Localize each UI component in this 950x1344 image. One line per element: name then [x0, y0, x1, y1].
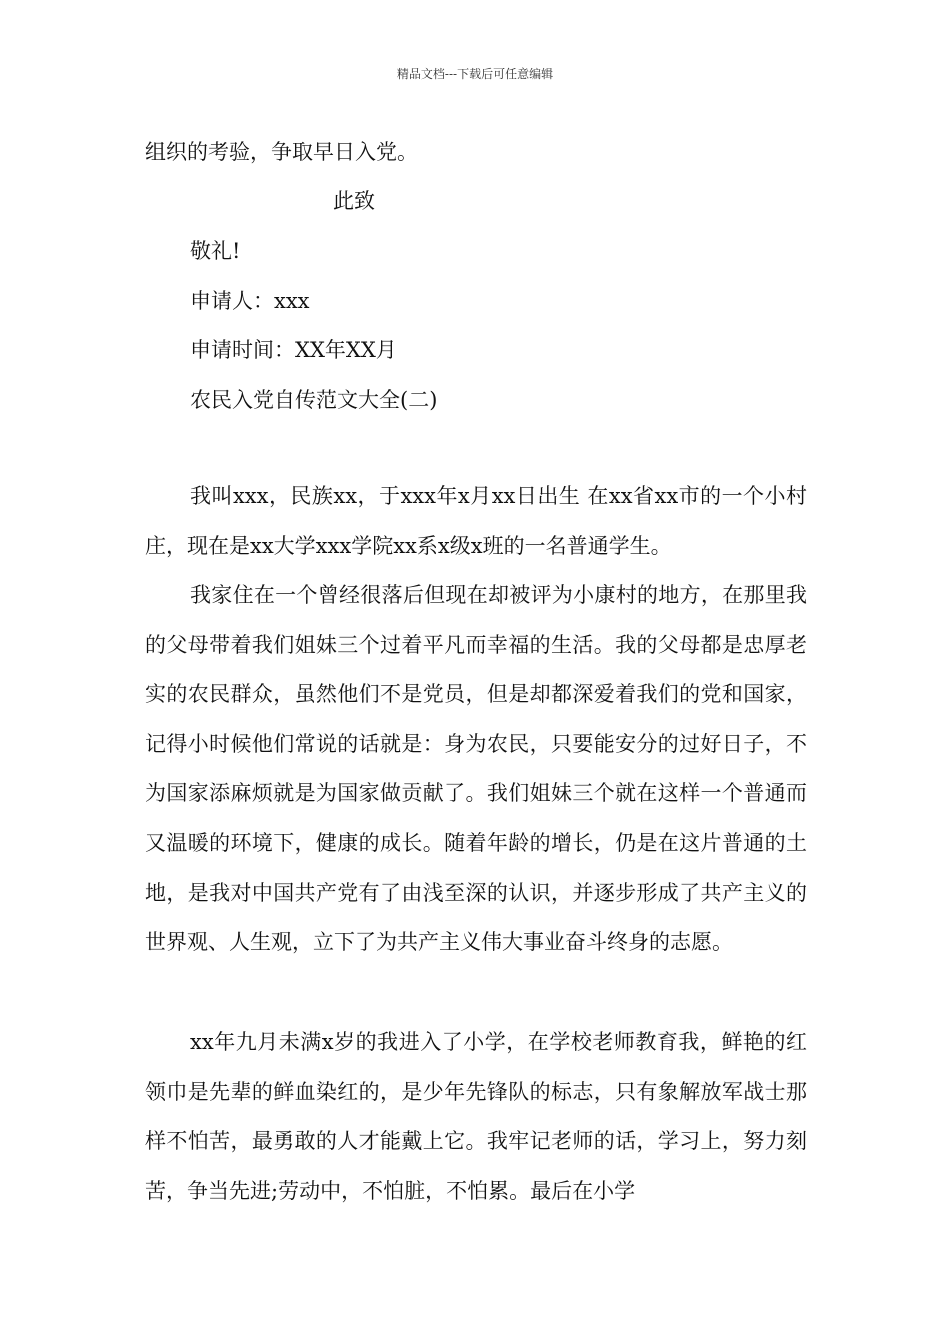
salutation-cizhi: 此致	[333, 189, 375, 213]
closing-line: 组织的考验，争取早日入党。	[145, 140, 418, 164]
application-date-line: 申请时间：XX年XX月	[190, 338, 397, 362]
section-title: 农民入党自传范文大全(二)	[190, 388, 438, 412]
applicant-line: 申请人：xxx	[190, 289, 310, 313]
paragraph-family: 我家住在一个曾经很落后但现在却被评为小康村的地方，在那里我的父母带着我们姐妹三个过着平凡而幸福的生活。我的父母都是忠厚老实的农民群众，虽然他们不是党员，但是却都深爱着我们的党和国家，记得小时候他们常说的话就是：身为农民，只要能安分的过好日子，不为国家添麻烦就是为国家做贡献了。我们姐妹三个就在这样一个普通而又温暖的环境下，健康的成长。随着年龄的增长，仍是在这片普通的土地，是我对中国共产党有了由浅至深的认识，并逐步形成了共产主义的世界观、人生观，立下了为共产主义伟大事业奋斗终身的志愿。	[145, 583, 807, 955]
paragraph-school: xx年九月未满x岁的我进入了小学，在学校老师教育我，鲜艳的红领巾是先辈的鲜血染红的，是少年先锋队的标志，只有象解放军战士那样不怕苦，最勇敢的人才能戴上它。我牢记老师的话，学习上，努力刻苦，争当先进;劳动中，不怕脏，不怕累。最后在小学	[145, 1030, 807, 1203]
page-header: 精品文档---下载后可任意编辑	[396, 67, 554, 81]
paragraph-intro: 我叫xxx，民族xx，于xxx年x月xx日出生 在xx省xx市的一个小村庄，现在是xx大学xxx学院xx系x级x班的一名普通学生。	[145, 484, 807, 558]
salutation-jingli: 敬礼!	[190, 239, 241, 263]
